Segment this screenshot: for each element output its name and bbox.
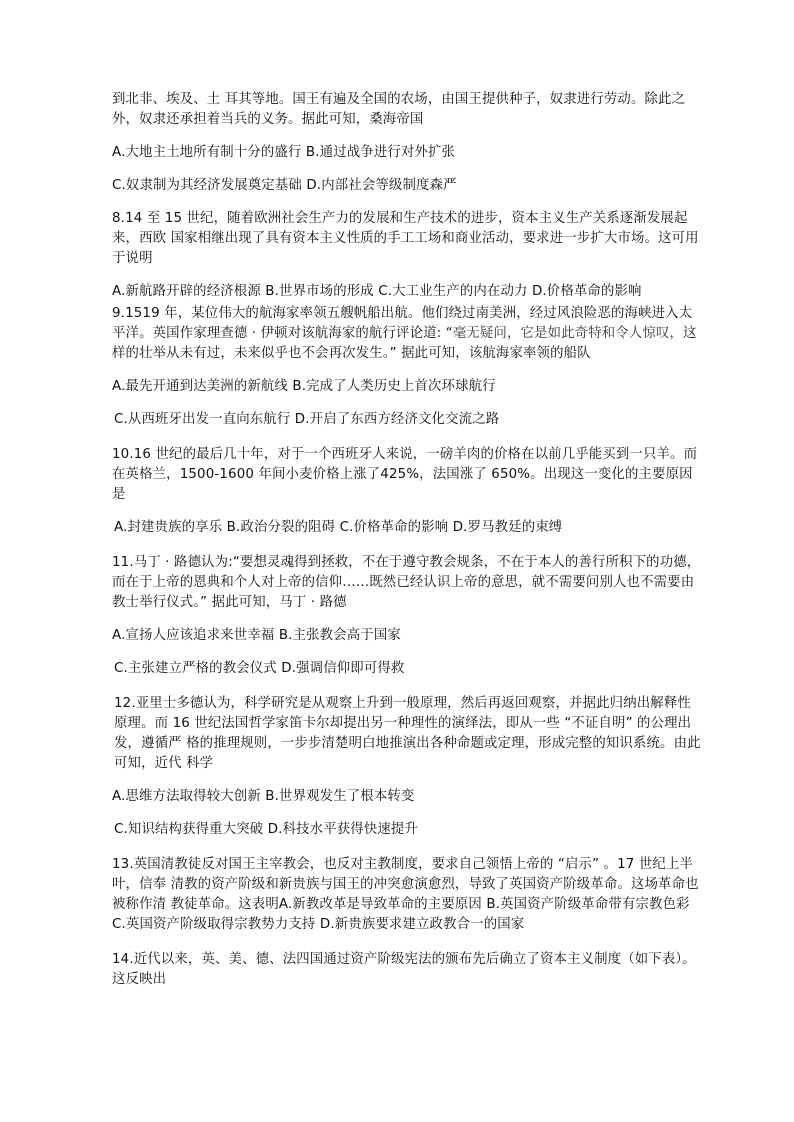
question-9-stem — [112, 304, 702, 364]
question-9-quote: 毫无疑问，它是如此奇特和令人惊叹， — [452, 326, 684, 341]
question-12-stem: 12.亚里士多德认为，科学研究是从观察上升到一般原理，然后再返回观察，并据此归纳出解释性原理。而 16 世纪法国哲学家笛卡尔却提出另一种理性的演绎法，即从一些 “不证自明” 的公理出发，遵循严 格的推理规则，一步步清楚明白地推演出各种命题或定理，形成完整的知识系统。由此可知，近代 科学 — [114, 696, 701, 771]
question-9-stem-a: 9.1519 年，某位伟大的航海家率领五艘帆船出航。他们绕过南美洲，经过风浪险恶的海峡进入太平洋。英国作家理查德 · 伊顿对该航海家的航行评论道: “ — [112, 306, 693, 341]
question-12-options-ab: A.思维方法取得较大创新 B.世界观发生了根本转变 — [112, 789, 415, 804]
exam-page — [112, 90, 702, 990]
question-12-options-cd: C.知识结构获得重大突破 D.科技水平获得快速提升 — [114, 822, 418, 837]
question-11-options-ab: A.宣扬人应该追求来世幸福 B.主张教会高于国家 — [112, 628, 401, 643]
question-11-options-cd: C.主张建立严格的教会仪式 D.强调信仰即可得救 — [114, 661, 405, 676]
question-8-stem: 8.14 至 15 世纪，随着欧洲社会生产力的发展和生产技术的进步，资本主义生产关系逐渐发展起来，西欧 国家相继出现了具有资本主义性质的手工工场和商业活动，要求进一步扩大市场。这可用于说明 — [112, 211, 699, 266]
question-10-stem: 10.16 世纪的最后几十年，对于一个西班牙人来说，一磅羊肉的价格在以前几乎能买到一只羊。而在英格兰，1500-1600 年间小麦价格上涨了425%，法国涨了 650%。出现这一变化的主要原因是 — [112, 447, 698, 502]
question-7-options-ab: A.大地主土地所有制十分的盛行 B.通过战争进行对外扩张 — [112, 145, 456, 160]
question-13-stem: 13.英国清教徒反对国王主宰教会，也反对主教制度，要求自己领悟上帝的 “启示” 。17 世纪上半叶，信奉 清教的资产阶级和新贵族与国王的冲突愈演愈烈，导致了英国资产阶级革命。这场革命也被称作清 教徒革命。这表明A.新教改革是导致革命的主要原因 B.英国资产阶级革命带有宗教色彩 C.英国资产阶级取得宗教势力支持 D.新贵族要求建立政教合一的国家 — [112, 857, 699, 932]
question-11-stem: 11.马丁 · 路德认为:“要想灵魂得到拯救，不在于遵守教会规条，不在于本人的善行所积下的功德，而在于上帝的恩典和个人对上帝的信仰……既然已经认识上帝的意思，就不需要问别人也不需要由教士举行仪式。” 据此可知，马丁 · 路德 — [112, 555, 701, 610]
question-10-options: A.封建贵族的享乐 B.政治分裂的阻碍 C.价格革命的影响 D.罗马教廷的束缚 — [114, 520, 563, 535]
question-8-options: A.新航路开辟的经济根源 B.世界市场的形成 C.大工业生产的内在动力 D.价格革命的影响 — [112, 284, 642, 299]
question-7-options-cd: C.奴隶制为其经济发展奠定基础 D.内部社会等级制度森严 — [112, 178, 457, 193]
question-9-options-ab: A.最先开通到达美洲的新航线 B.完成了人类历史上首次环球航行 — [112, 379, 496, 394]
question-7-stem: 到北非、埃及、土 耳其等地。国王有遍及全国的农场，由国王提供种子，奴隶进行劳动。除此之外，奴隶还承担着当兵的义务。据此可知，桑海帝国 — [112, 92, 686, 127]
question-9-stem-b: 这样的壮举从未有过，未来似乎也不会再次发生。” 据此可知，该航海家率领的船队 — [112, 326, 697, 361]
question-9-options-cd: C.从西班牙出发一直向东航行 D.开启了东西方经济文化交流之路 — [114, 412, 500, 427]
question-14-stem: 14.近代以来，英、美、德、法四国通过资产阶级宪法的颁布先后确立了资本主义制度（如下表）。这反映出 — [112, 952, 696, 987]
